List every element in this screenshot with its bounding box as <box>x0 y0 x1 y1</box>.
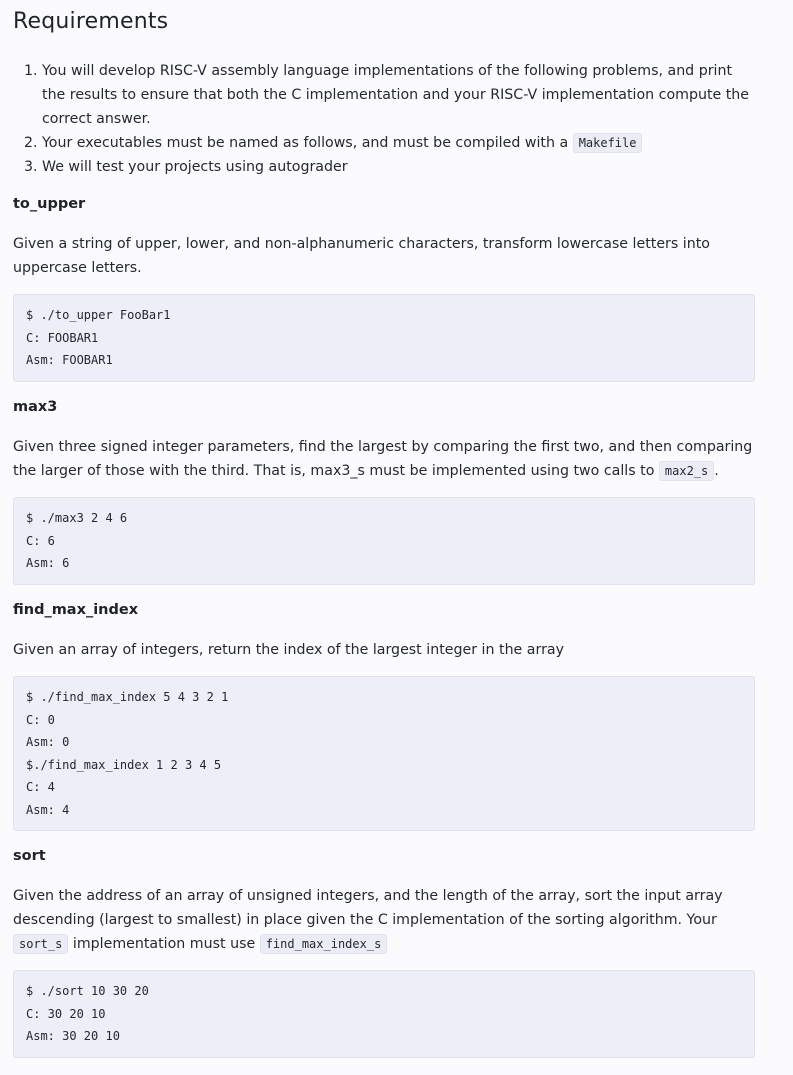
section-title-to-upper: to_upper <box>13 196 86 212</box>
code-line: C: 4 <box>26 780 55 794</box>
code-line: Asm: 4 <box>26 802 70 817</box>
max2-s-code: max2_s <box>659 461 714 481</box>
section-description-find-max-index: Given an array of integers, return the index of the largest integer in the array <box>13 642 564 658</box>
max3-description-period: . <box>714 463 719 479</box>
code-block-to-upper <box>13 294 755 382</box>
code-line: $ ./sort 10 30 20 <box>26 984 149 998</box>
code-block-find-max-index <box>13 676 755 831</box>
section-title-find-max-index: find_max_index <box>13 602 139 618</box>
code-line: C: 30 20 10 <box>26 1006 106 1021</box>
page-title: Requirements <box>13 9 169 34</box>
code-line: $ ./max3 2 4 6 <box>26 511 128 525</box>
find-max-index-s-code: find_max_index_s <box>260 934 388 954</box>
code-line: Asm: FOOBAR1 <box>26 353 113 367</box>
makefile-code: Makefile <box>573 133 643 153</box>
sort-s-code: sort_s <box>13 934 68 954</box>
section-description-to-upper: Given a string of upper, lower, and non-alphanumeric characters, transform lowercase letters into uppercase letters. <box>13 236 710 276</box>
code-block-max3 <box>13 497 755 585</box>
code-block-sort <box>13 970 755 1058</box>
section-title-max3: max3 <box>13 399 58 415</box>
section-title-sort: sort <box>13 848 46 864</box>
sort-description-mid: implementation must use <box>72 936 256 952</box>
requirement-item-2-text: Your executables must be named as follows, and must be compiled with a <box>42 135 569 151</box>
requirements-list <box>13 59 754 179</box>
requirement-item-3: 3. We will test your projects using autograder <box>42 155 754 179</box>
code-line: C: 6 <box>26 533 55 548</box>
code-line: $./find_max_index 1 2 3 4 5 <box>26 757 222 772</box>
requirement-item-2 <box>42 131 754 155</box>
requirement-item-1: 1. You will develop RISC-V assembly language implementations of the following problems, and print the results to ensure that both the C implementation and your RISC-V implementation compute the correct answer. <box>42 59 754 131</box>
sort-description-text: Given the address of an array of unsigned integers, and the length of the array, sort the input array descending (largest to smallest) in place given the C implementation of the sorting algorithm. Your <box>13 888 723 928</box>
code-line: Asm: 30 20 10 <box>26 1029 120 1043</box>
max3-description-text: Given three signed integer parameters, find the largest by comparing the first two, and then comparing the larger of those with the third. That is, max3_s must be implemented using two calls to <box>13 439 753 479</box>
code-line: $ ./find_max_index 5 4 3 2 1 <box>26 690 229 704</box>
code-line: Asm: 0 <box>26 735 70 749</box>
code-line: C: 0 <box>26 712 55 727</box>
section-description-max3 <box>13 435 753 483</box>
section-description-sort <box>13 884 753 956</box>
code-line: C: FOOBAR1 <box>26 330 99 345</box>
code-line: Asm: 6 <box>26 556 70 570</box>
code-line: $ ./to_upper FooBar1 <box>26 308 171 322</box>
